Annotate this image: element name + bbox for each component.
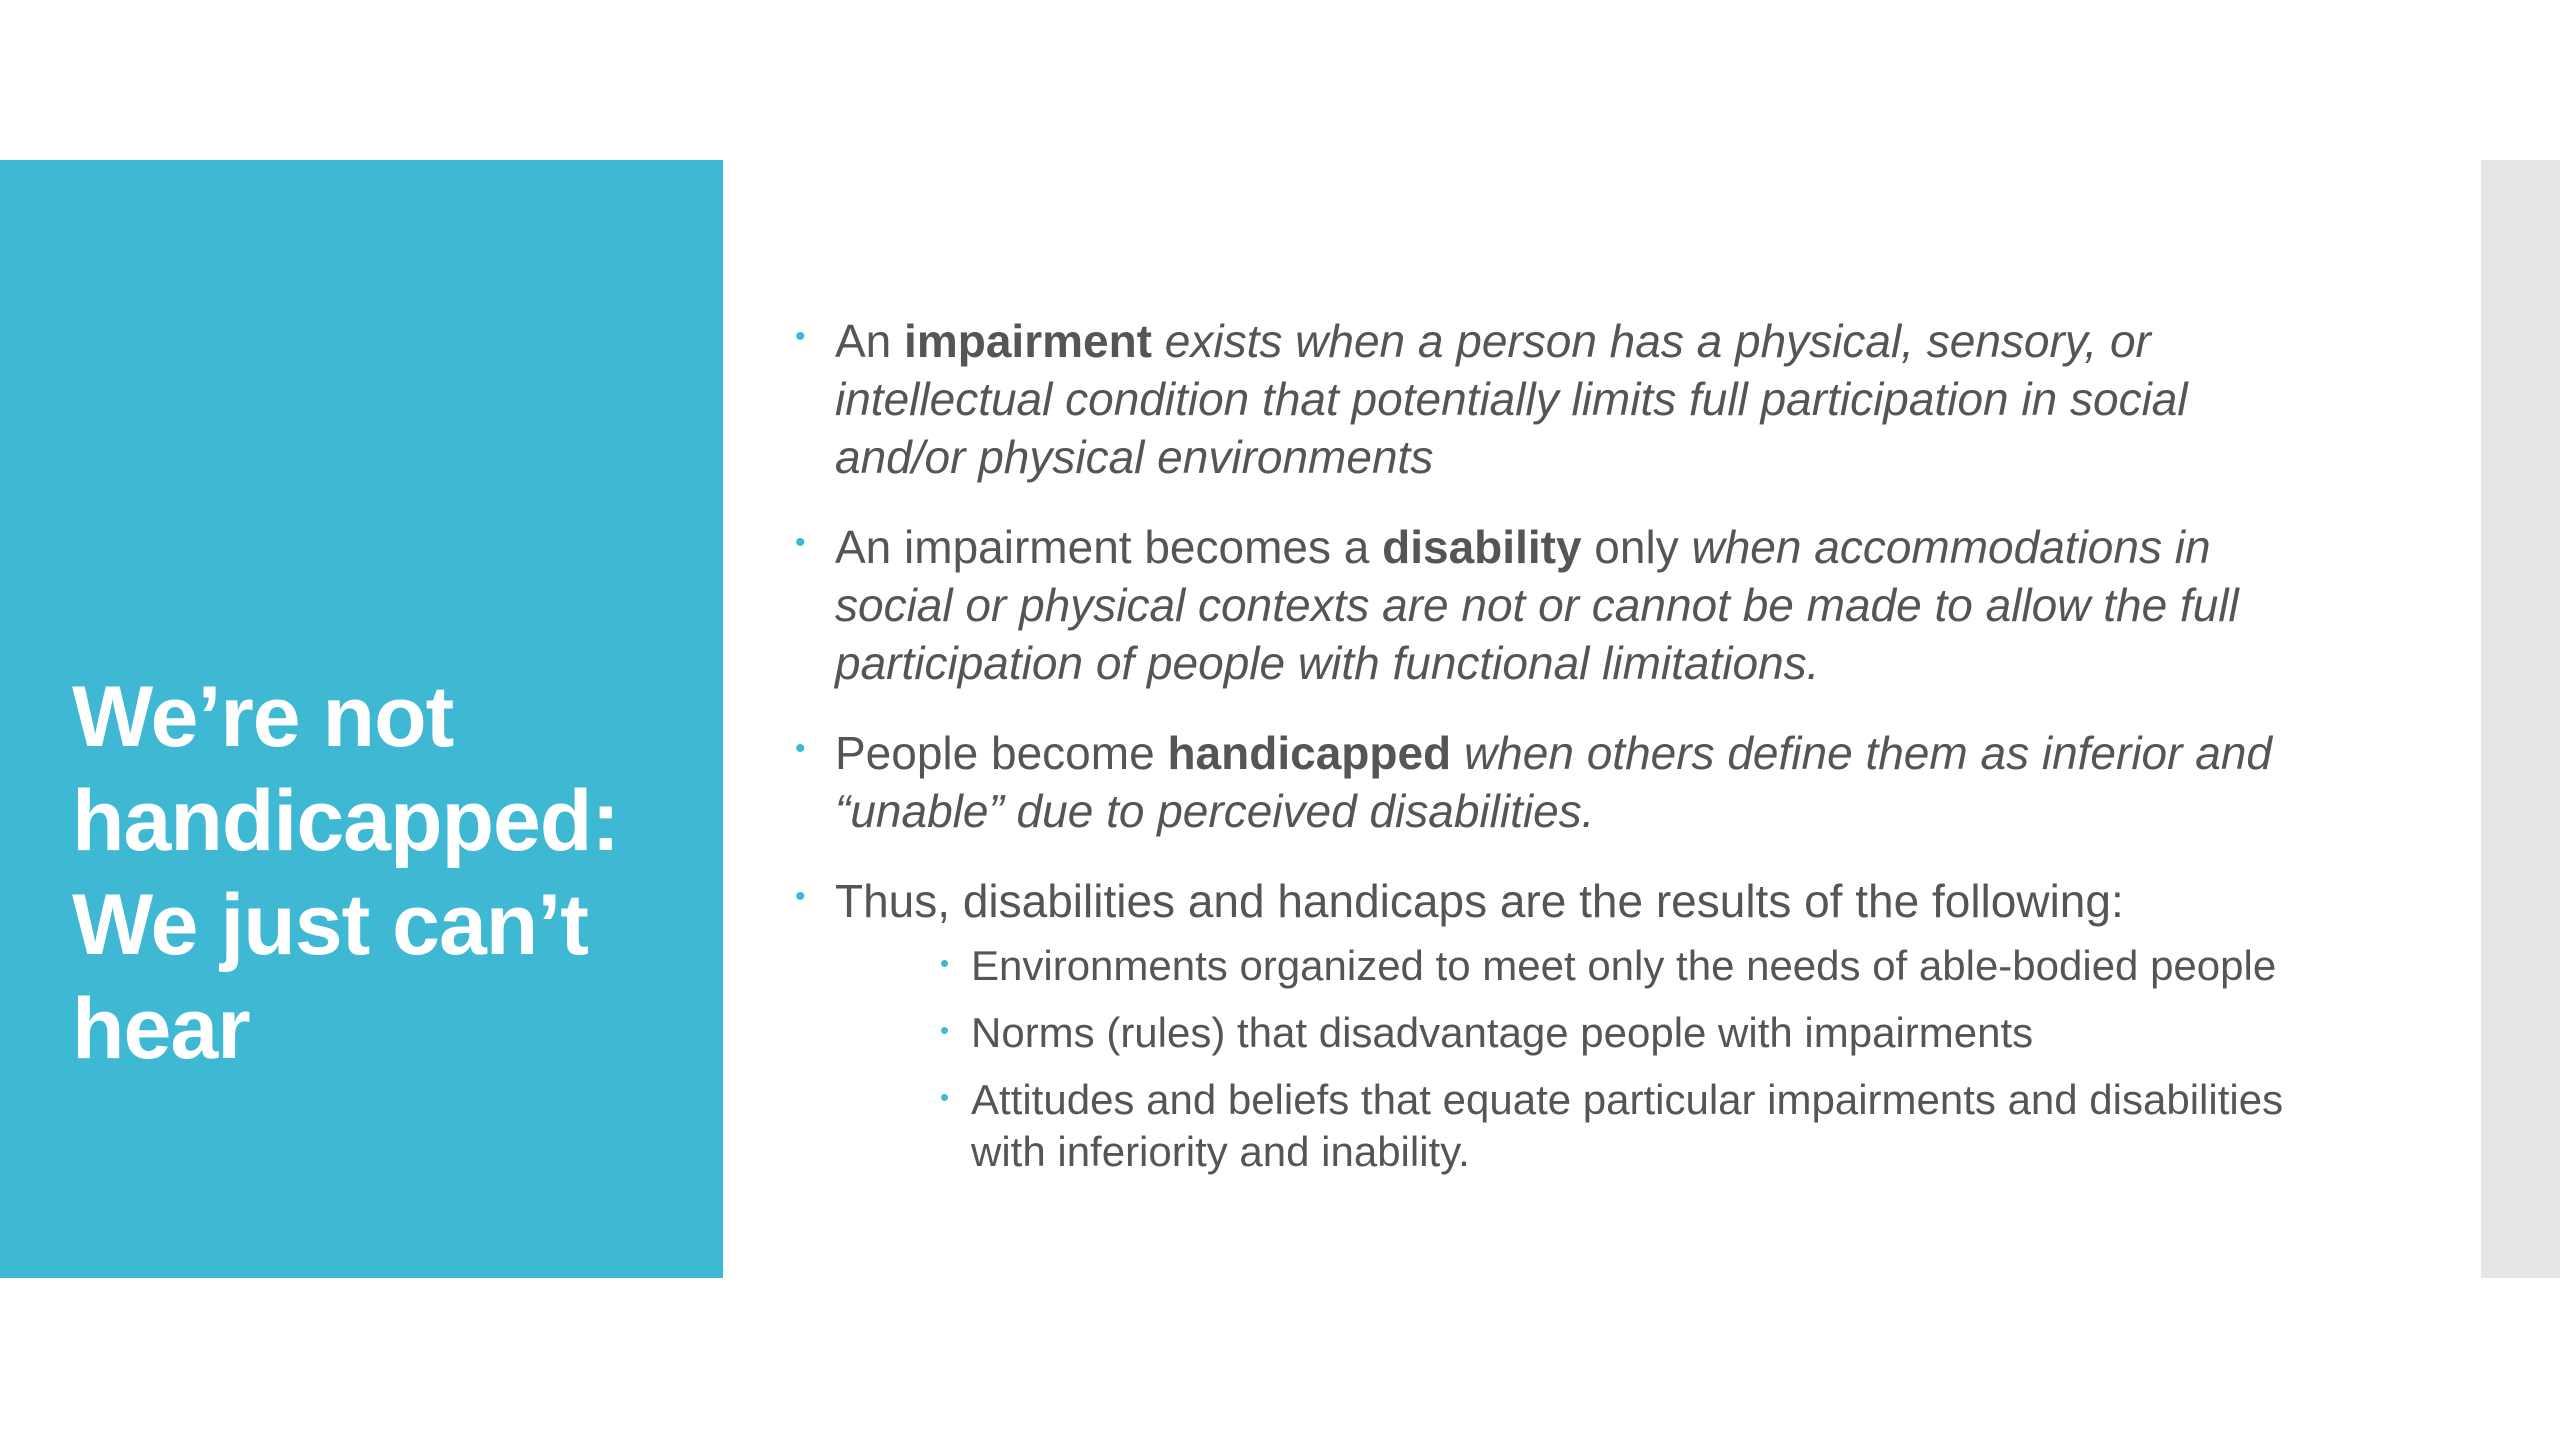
sub-bullet-environments: • Environments organized to meet only the needs of able-bodied people [940,940,2295,992]
title-line-2: handicapped: [72,773,620,869]
bullet-disability [795,518,2295,692]
slide-content [795,312,2295,1193]
bullet-3-italic: when others define them as inferior and “unable” due to perceived disabilities. [835,727,2272,837]
bullet-2-bold: disability [1382,521,1582,573]
bullet-3-pre: People become [835,727,1168,779]
title-panel [0,160,723,1278]
title-line-4: hear [72,981,250,1077]
bullet-3-bold: handicapped [1167,727,1452,779]
bullet-2-pre: An impairment becomes a [835,521,1383,573]
bullet-thus [795,872,2295,930]
sub-bullet-norms: • Norms (rules) that disadvantage people with impairments [940,1007,2295,1059]
bullet-2-plain: only [1581,521,1692,573]
bullet-impairment [795,312,2295,486]
bullet-1-bold: impairment [904,315,1152,367]
bullet-4-text: Thus, disabilities and handicaps are the results of the following: [835,875,2124,927]
side-accent-bar [2481,160,2560,1278]
sub-bullet-list [940,940,2295,1178]
bullet-handicapped [795,724,2295,840]
title-line-1: We’re not [72,669,454,765]
slide-title [72,665,692,1081]
bullet-1-pre: An [835,315,905,367]
sub-bullet-attitudes: • Attitudes and beliefs that equate particular impairments and disabilities with inferiority and inability. [940,1074,2295,1178]
title-line-3: We just can’t [72,877,588,973]
bullet-2-italic: when accommodations in social or physical contexts are not or cannot be made to allow the full participation of people with functional limitations. [835,521,2239,689]
bullet-1-italic: exists when a person has a physical, sensory, or intellectual condition that potentially limits full participation in social and/or physical environments [835,315,2188,483]
